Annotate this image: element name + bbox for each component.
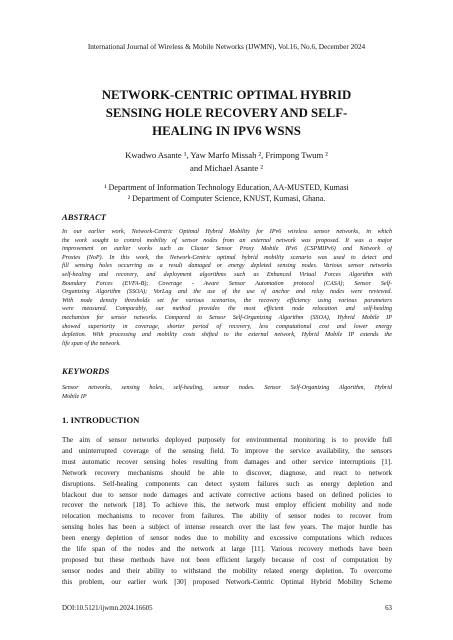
abstract-line: were measured. Comparably, our method provides the most efficient node relocation and self-healing [62,306,392,313]
body-line: the life span of the nodes and the network at large [11]. Various recovery methods have been [62,545,392,554]
abstract-line: improvement on earlier works such as Cluster Sensor Proxy Mobile IPv6 (CSPMIPv6) and Network of [62,246,392,253]
abstract-line: depletion. With processing and mobility costs shifted to the external network, Hybrid Mobile IP extends the [62,332,392,339]
doi-text: DOI:10.5121/ijwmn.2024.16605 [62,605,153,612]
abstract-line: With node density thresholds set for various scenarios, the recovery efficiency using various parameters [62,297,392,304]
affiliations [0,182,453,204]
abstract-heading: ABSTRACT [62,212,106,222]
journal-header: International Journal of Wireless & Mobile Networks (IJWMN), Vol.16, No.6, December 2024 [87,42,366,51]
affiliation-line: ² Department of Computer Science, KNUST, Kumasi, Ghana. [127,194,326,203]
body-line: recover the network [18]. To achieve this, the network must employ efficient mobility and node [62,501,392,510]
body-line: sensor nodes and their ability to withstand the mobility related energy depletion. To overcome [62,566,392,575]
body-line: proposed but these methods have not been efficient largely because of cost of computation by [62,555,392,564]
title-line: NETWORK-CENTRIC OPTIMAL HYBRID [101,88,352,102]
title-line: SENSING HOLE RECOVERY AND SELF- [105,106,348,120]
body-line: Network recovery mechanisms should be able to discover, diagnose, and react to network [62,468,392,477]
keywords-line: Mobile IP [62,393,87,400]
abstract-line: showed superiority in coverage, shorter period of recovery, less computational cost and lower energy [62,323,392,330]
abstract-line: In our earlier work, Network-Centric Optimal Hybrid Mobility for IPv6 wireless sensor networks, in which [62,229,392,235]
body-line: relocation mechanisms to recover from failures. The ability of sensor nodes to recover from [62,512,392,521]
body-line: this problem, our earlier work [30] proposed Network-Centric Optimal Hybrid Mobility Scheme [62,577,392,586]
body-line: and uninterrupted coverage of the sensing field. To improve the service availability, the sensors [62,446,392,455]
keywords-body [62,384,392,401]
abstract-body [62,228,392,348]
keywords-line: Sensor networks, sensing holes, self-healing, sensor nodes. Sensor Self-Organizing Algorithm, Hybrid [62,385,392,391]
body-line: been energy depletion of sensor nodes due to mobility and excessive computations which reduces [62,534,392,543]
author-line: Kwadwo Asante ¹, Yaw Marfo Missah ², Frimpong Twum ² [125,150,328,160]
abstract-line: life span of the network. [62,340,121,347]
author-line: and Michael Asante ² [190,163,263,173]
body-line: disruptions. Self-healing components can detect system failures such as energy depletion and [62,479,392,488]
author-list [0,149,453,175]
body-line: blackout due to sensor node damages and activate corrective actions based on defined policies to [62,490,392,499]
introduction-body [62,435,392,588]
abstract-line: Organizing Algorithm (SSOA); VorLag and the use of the use of anchor and relay nodes were reviewed. [62,289,392,296]
body-line: must automatic recover sensing holes resulting from damages and other service interruptions [1]. [62,457,392,466]
abstract-line: Proxies (NoP). In this work, the Network-Centric optimal hybrid mobility scenario was used to detect and [62,254,392,261]
abstract-line: mechanism for sensor networks. Compared to Sensor Self-Organizing Algorithm (SSOA), Hybrid Mobile IP [62,314,392,321]
title-line: HEALING IN IPV6 WSNS [152,124,301,138]
body-line: The aim of sensor networks deployed purposely for environmental monitoring is to provide full [62,436,392,444]
introduction-heading: 1. INTRODUCTION [62,415,140,425]
page-number: 63 [385,605,392,612]
abstract-line: self-healing and recovery, and deployment algorithms such as Enhanced Virtual Forces Algorithm with [62,271,392,278]
affiliation-line: ¹ Department of Information Technology Education, AA-MUSTED, Kumasi [104,183,349,192]
keywords-heading: KEYWORDS [62,366,110,376]
abstract-line: fill sensing holes occurring as a result damaged or energy depleted sensing nodes. Various sensor networks [62,263,392,270]
body-line: sensing holes has been a subject of intense research over the last few years. The major hurdle has [62,523,392,532]
paper-title [60,86,393,140]
abstract-line: Boundary Forces (EVFA-B); Coverage - Aware Sensor Automation protocol (CASA); Sensor Self- [62,280,392,287]
abstract-line: the work sought to control mobility of sensor nodes from an external network was proposed. It was a major [62,237,392,244]
